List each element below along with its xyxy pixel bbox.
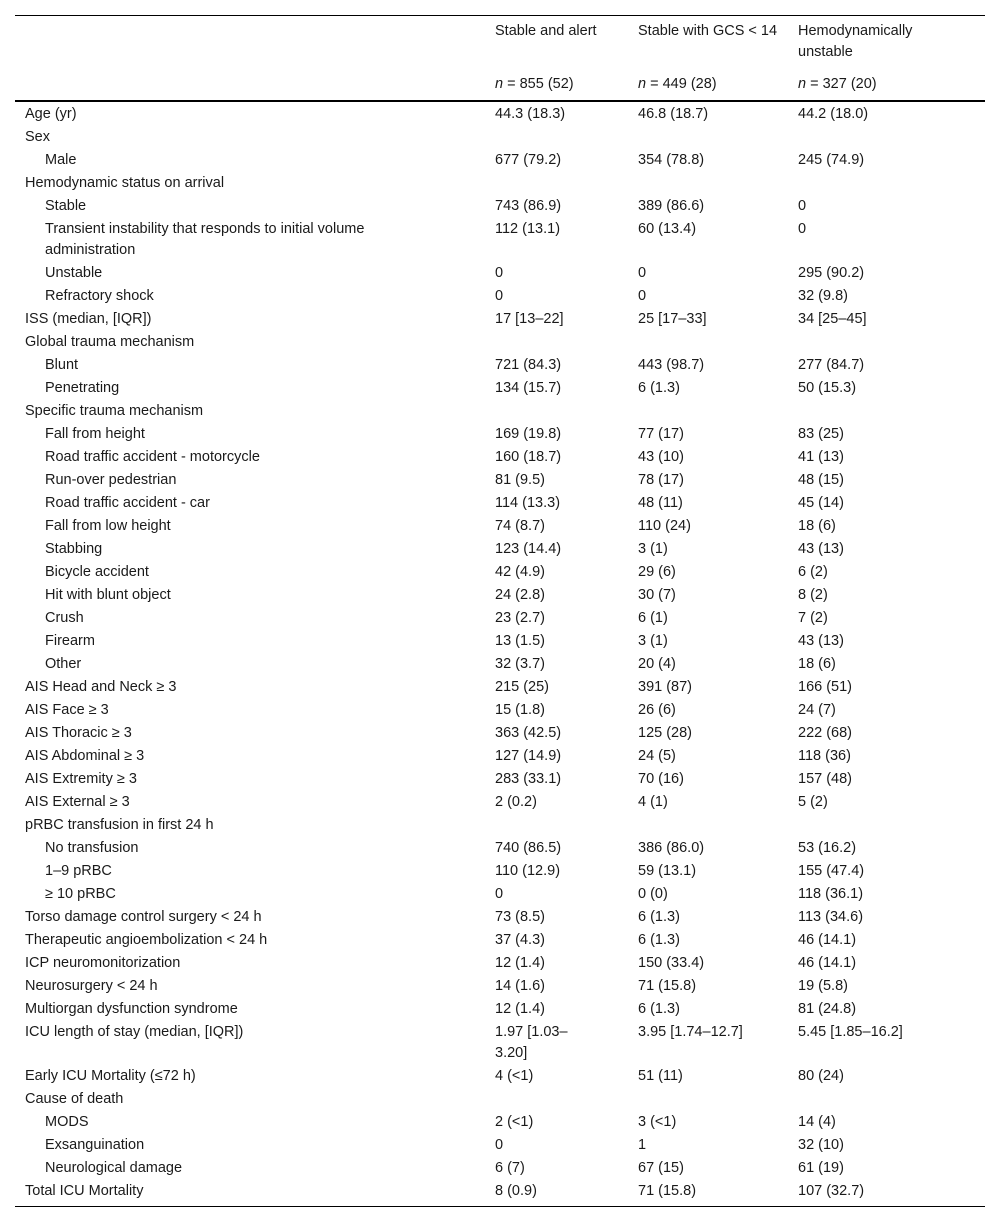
cell-value: 721 (84.3) [495,357,562,373]
cell-value: 123 (14.4) [495,541,562,557]
table-row [15,262,985,285]
row-label: Road traffic accident - car [45,495,210,511]
table-row [15,653,985,676]
table-row [15,492,985,515]
cell-value: 15 (1.8) [495,702,545,718]
cell-value: 67 (15) [638,1160,684,1176]
cell-value: 112 (13.1) [495,221,561,237]
cell-value: 81 (9.5) [495,472,545,488]
cell-value: 20 (4) [638,656,676,672]
cell-value: 166 (51) [798,679,853,695]
row-label: MODS [45,1114,89,1130]
table-row [15,676,985,699]
cell-value: 215 (25) [495,679,550,695]
row-label: 1–9 pRBC [45,863,112,879]
row-label: Cause of death [25,1091,124,1107]
cell-value: 110 (12.9) [495,863,561,879]
cell-value: 0 (0) [638,886,668,902]
table-row [15,218,985,262]
cell-value: 118 (36.1) [798,886,864,902]
table-row [15,1157,985,1180]
table-row [15,515,985,538]
column-label: Stable and alert [495,23,597,39]
row-label: ICP neuromonitorization [25,955,181,971]
cell-value: 80 (24) [798,1068,844,1084]
cell-value: 2 (<1) [495,1114,534,1130]
table-row [15,837,985,860]
cell-value: 12 (1.4) [495,1001,545,1017]
cell-value: 743 (86.9) [495,198,562,214]
table-body [15,102,985,1203]
table-row [15,538,985,561]
row-label: Exsanguination [45,1137,145,1153]
row-label: Other [45,656,82,672]
cell-value: 443 (98.7) [638,357,705,373]
cell-value: 32 (3.7) [495,656,545,672]
table-row [15,791,985,814]
column-count: n = 449 (28) [638,76,717,92]
cell-value: 3 (1) [638,541,668,557]
cell-value: 78 (17) [638,472,684,488]
row-label: Total ICU Mortality [25,1183,144,1199]
cell-value: 45 (14) [798,495,844,511]
table-row [15,630,985,653]
cell-value: 389 (86.6) [638,198,705,214]
row-label: No transfusion [45,840,139,856]
cell-value: 60 (13.4) [638,221,697,237]
row-label: AIS Thoracic ≥ 3 [25,725,132,741]
cell-value: 125 (28) [638,725,693,741]
cell-value: 44.2 (18.0) [798,106,869,122]
cell-value: 24 (7) [798,702,836,718]
cell-value: 6 (1.3) [638,932,680,948]
cell-value: 53 (16.2) [798,840,857,856]
cell-value: 18 (6) [798,518,836,534]
cell-value: 1 [638,1137,647,1153]
cell-value: 2 (0.2) [495,794,537,810]
cell-value: 0 [495,265,504,281]
table-row [15,1111,985,1134]
table-row [15,423,985,446]
cell-value: 50 (15.3) [798,380,857,396]
table-row [15,308,985,331]
cell-value: 222 (68) [798,725,853,741]
column-header-unstable [798,16,968,92]
cell-value: 12 (1.4) [495,955,545,971]
cell-value: 110 (24) [638,518,691,534]
cell-value: 14 (4) [798,1114,836,1130]
table-row [15,722,985,745]
cell-value: 169 (19.8) [495,426,562,442]
row-label: Therapeutic angioembolization < 24 h [25,932,268,948]
cell-value: 13 (1.5) [495,633,545,649]
cell-value: 74 (8.7) [495,518,545,534]
table-row [15,929,985,952]
table-header [15,16,985,102]
cell-value: 0 [798,198,807,214]
row-label: Firearm [45,633,95,649]
cell-value: 18 (6) [798,656,836,672]
cell-value: 46.8 (18.7) [638,106,709,122]
cell-value: 0 [638,288,647,304]
cell-value: 354 (78.8) [638,152,705,168]
cell-value: 19 (5.8) [798,978,848,994]
cell-value: 3 (<1) [638,1114,677,1130]
cell-value: 8 (2) [798,587,828,603]
table-row [15,400,985,423]
row-label: Early ICU Mortality (≤72 h) [25,1068,196,1084]
table-row [15,172,985,195]
cell-value: 71 (15.8) [638,1183,697,1199]
row-label: Crush [45,610,84,626]
table-row [15,883,985,906]
table-row [15,998,985,1021]
cell-value: 134 (15.7) [495,380,562,396]
cell-value: 42 (4.9) [495,564,545,580]
table-row [15,699,985,722]
row-label: Hemodynamic status on arrival [25,175,225,191]
cell-value: 46 (14.1) [798,932,857,948]
row-label: Blunt [45,357,79,373]
cell-value: 81 (24.8) [798,1001,857,1017]
row-label: Multiorgan dysfunction syndrome [25,1001,238,1017]
cell-value: 113 (34.6) [798,909,864,925]
row-label: AIS Face ≥ 3 [25,702,109,718]
cell-value: 77 (17) [638,426,684,442]
cell-value: 6 (1) [638,610,668,626]
cell-value: 6 (1.3) [638,380,680,396]
table-row [15,149,985,172]
cell-value: 4 (1) [638,794,668,810]
table-row [15,126,985,149]
row-label: Global trauma mechanism [25,334,195,350]
table-row [15,331,985,354]
cell-value: 24 (2.8) [495,587,545,603]
table-row [15,1088,985,1111]
row-label: Sex [25,129,50,145]
cell-value: 32 (9.8) [798,288,848,304]
column-label: Stable with GCS < 14 [638,23,778,39]
cell-value: 25 [17–33] [638,311,707,327]
cell-value: 71 (15.8) [638,978,697,994]
cell-value: 24 (5) [638,748,676,764]
table-row [15,195,985,218]
column-count: n = 855 (52) [495,76,574,92]
table-row [15,860,985,883]
cell-value: 41 (13) [798,449,844,465]
column-count: n = 327 (20) [798,76,877,92]
table-row [15,745,985,768]
table-row [15,377,985,400]
table-row [15,285,985,308]
cell-value: 677 (79.2) [495,152,562,168]
row-label: AIS Abdominal ≥ 3 [25,748,145,764]
cell-value: 70 (16) [638,771,684,787]
cell-value: 30 (7) [638,587,676,603]
cell-value: 17 [13–22] [495,311,564,327]
column-label: Hemodynamically unstable [798,23,913,60]
row-label: ≥ 10 pRBC [45,886,116,902]
cell-value: 0 [495,886,504,902]
cell-value: 5.45 [1.85–16.2] [798,1024,903,1040]
row-label: Transient instability that responds to initial volume administration [45,221,365,258]
cell-value: 43 (13) [798,633,844,649]
cell-value: 37 (4.3) [495,932,545,948]
row-label: Hit with blunt object [45,587,171,603]
table-row [15,446,985,469]
cell-value: 127 (14.9) [495,748,562,764]
table-row [15,561,985,584]
row-label: Torso damage control surgery < 24 h [25,909,262,925]
column-header-stable-alert [495,16,630,92]
row-label: ICU length of stay (median, [IQR]) [25,1024,244,1040]
row-label: Fall from height [45,426,145,442]
cell-value: 1.97 [1.03–3.20] [495,1024,568,1061]
cell-value: 6 (1.3) [638,1001,680,1017]
cell-value: 107 (32.7) [798,1183,865,1199]
table-row [15,814,985,837]
cell-value: 160 (18.7) [495,449,562,465]
column-header-stable-gcs [638,16,788,92]
cell-value: 386 (86.0) [638,840,705,856]
row-label: Male [45,152,77,168]
row-label: Neurosurgery < 24 h [25,978,158,994]
data-table [15,15,985,1207]
cell-value: 44.3 (18.3) [495,106,566,122]
cell-value: 157 (48) [798,771,853,787]
cell-value: 48 (11) [638,495,683,511]
cell-value: 29 (6) [638,564,676,580]
row-label: Road traffic accident - motorcycle [45,449,260,465]
cell-value: 295 (90.2) [798,265,865,281]
cell-value: 51 (11) [638,1068,683,1084]
cell-value: 277 (84.7) [798,357,865,373]
cell-value: 73 (8.5) [495,909,545,925]
row-label: Bicycle accident [45,564,149,580]
table-row [15,906,985,929]
row-label: Run-over pedestrian [45,472,177,488]
table-row [15,1134,985,1157]
cell-value: 26 (6) [638,702,676,718]
row-label: Fall from low height [45,518,171,534]
cell-value: 0 [798,221,807,237]
row-label: pRBC transfusion in first 24 h [25,817,214,833]
cell-value: 5 (2) [798,794,828,810]
cell-value: 23 (2.7) [495,610,545,626]
cell-value: 46 (14.1) [798,955,857,971]
cell-value: 6 (1.3) [638,909,680,925]
row-label: Specific trauma mechanism [25,403,204,419]
cell-value: 150 (33.4) [638,955,705,971]
row-label: AIS Head and Neck ≥ 3 [25,679,177,695]
cell-value: 48 (15) [798,472,844,488]
cell-value: 14 (1.6) [495,978,545,994]
cell-value: 3.95 [1.74–12.7] [638,1024,743,1040]
cell-value: 363 (42.5) [495,725,562,741]
row-label: Stabbing [45,541,103,557]
cell-value: 4 (<1) [495,1068,534,1084]
cell-value: 0 [638,265,647,281]
row-label: AIS Extremity ≥ 3 [25,771,137,787]
table-row [15,768,985,791]
cell-value: 0 [495,1137,504,1153]
cell-value: 118 (36) [798,748,851,764]
cell-value: 59 (13.1) [638,863,697,879]
cell-value: 283 (33.1) [495,771,562,787]
row-label: Penetrating [45,380,120,396]
row-label: Unstable [45,265,103,281]
cell-value: 155 (47.4) [798,863,865,879]
row-label: Neurological damage [45,1160,183,1176]
cell-value: 6 (7) [495,1160,525,1176]
table-row [15,1065,985,1088]
cell-value: 61 (19) [798,1160,844,1176]
cell-value: 245 (74.9) [798,152,865,168]
cell-value: 43 (13) [798,541,844,557]
cell-value: 0 [495,288,504,304]
row-label: Age (yr) [25,106,77,122]
table-row [15,1180,985,1203]
cell-value: 32 (10) [798,1137,844,1153]
table-row [15,952,985,975]
row-label: ISS (median, [IQR]) [25,311,152,327]
table-row [15,103,985,126]
cell-value: 740 (86.5) [495,840,562,856]
cell-value: 34 [25–45] [798,311,867,327]
row-label: AIS External ≥ 3 [25,794,130,810]
table-row [15,354,985,377]
table-bottom-rule [15,1206,985,1207]
cell-value: 391 (87) [638,679,693,695]
row-label: Refractory shock [45,288,154,304]
cell-value: 43 (10) [638,449,684,465]
row-label: Stable [45,198,87,214]
table-row [15,584,985,607]
table-row [15,1021,985,1065]
cell-value: 3 (1) [638,633,668,649]
cell-value: 8 (0.9) [495,1183,537,1199]
table-row [15,975,985,998]
cell-value: 6 (2) [798,564,828,580]
table-row [15,469,985,492]
table-row [15,607,985,630]
cell-value: 83 (25) [798,426,844,442]
cell-value: 114 (13.3) [495,495,561,511]
cell-value: 7 (2) [798,610,828,626]
